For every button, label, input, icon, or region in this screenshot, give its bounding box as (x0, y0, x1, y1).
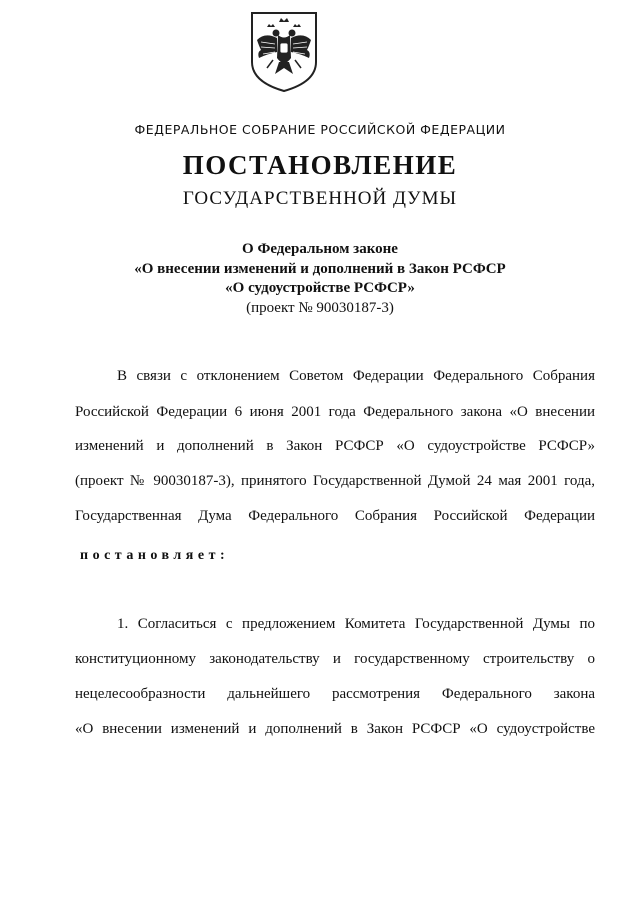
document-issuer: ГОСУДАРСТВЕННОЙ ДУМЫ (182, 188, 458, 209)
item-line: нецелесообразности дальнейшего рассмотрения Федерального закона (75, 686, 595, 702)
coat-of-arms-emblem (249, 10, 319, 94)
item-line: конституционному законодательству и государственному строительству о (75, 651, 595, 667)
preamble-line: (проект № 90030187-3), принятого Государственной Думой 24 мая 2001 года, (75, 473, 595, 489)
subject-line-2: «О внесении изменений и дополнений в Закон РСФСР (134, 260, 506, 277)
decree-word: постановляет: (80, 548, 230, 563)
preamble-line: Российской Федерации 6 июня 2001 года Федерального закона «О внесении (75, 404, 595, 420)
preamble-line: изменений и дополнений в Закон РСФСР «О судоустройстве РСФСР» (75, 438, 595, 454)
item-line: «О внесении изменений и дополнений в Закон РСФСР «О судоустройстве (75, 721, 595, 737)
document-subject (0, 240, 640, 318)
preamble-line: В связи с отклонением Советом Федерации Федерального Собрания (117, 368, 595, 384)
preamble-line: Государственная Дума Федерального Собрания Российской Федерации (75, 508, 595, 524)
subject-line-3: «О судоустройстве РСФСР» (225, 280, 415, 296)
subject-project-number: (проект № 90030187-3) (246, 299, 394, 316)
document-type-title: ПОСТАНОВЛЕНИЕ (182, 150, 458, 180)
assembly-heading: ФЕДЕРАЛЬНОЕ СОБРАНИЕ РОССИЙСКОЙ ФЕДЕРАЦИИ (134, 122, 506, 137)
subject-line-1: О Федеральном законе (242, 241, 398, 257)
item-line: 1. Согласиться с предложением Комитета Государственной Думы по (117, 616, 595, 632)
